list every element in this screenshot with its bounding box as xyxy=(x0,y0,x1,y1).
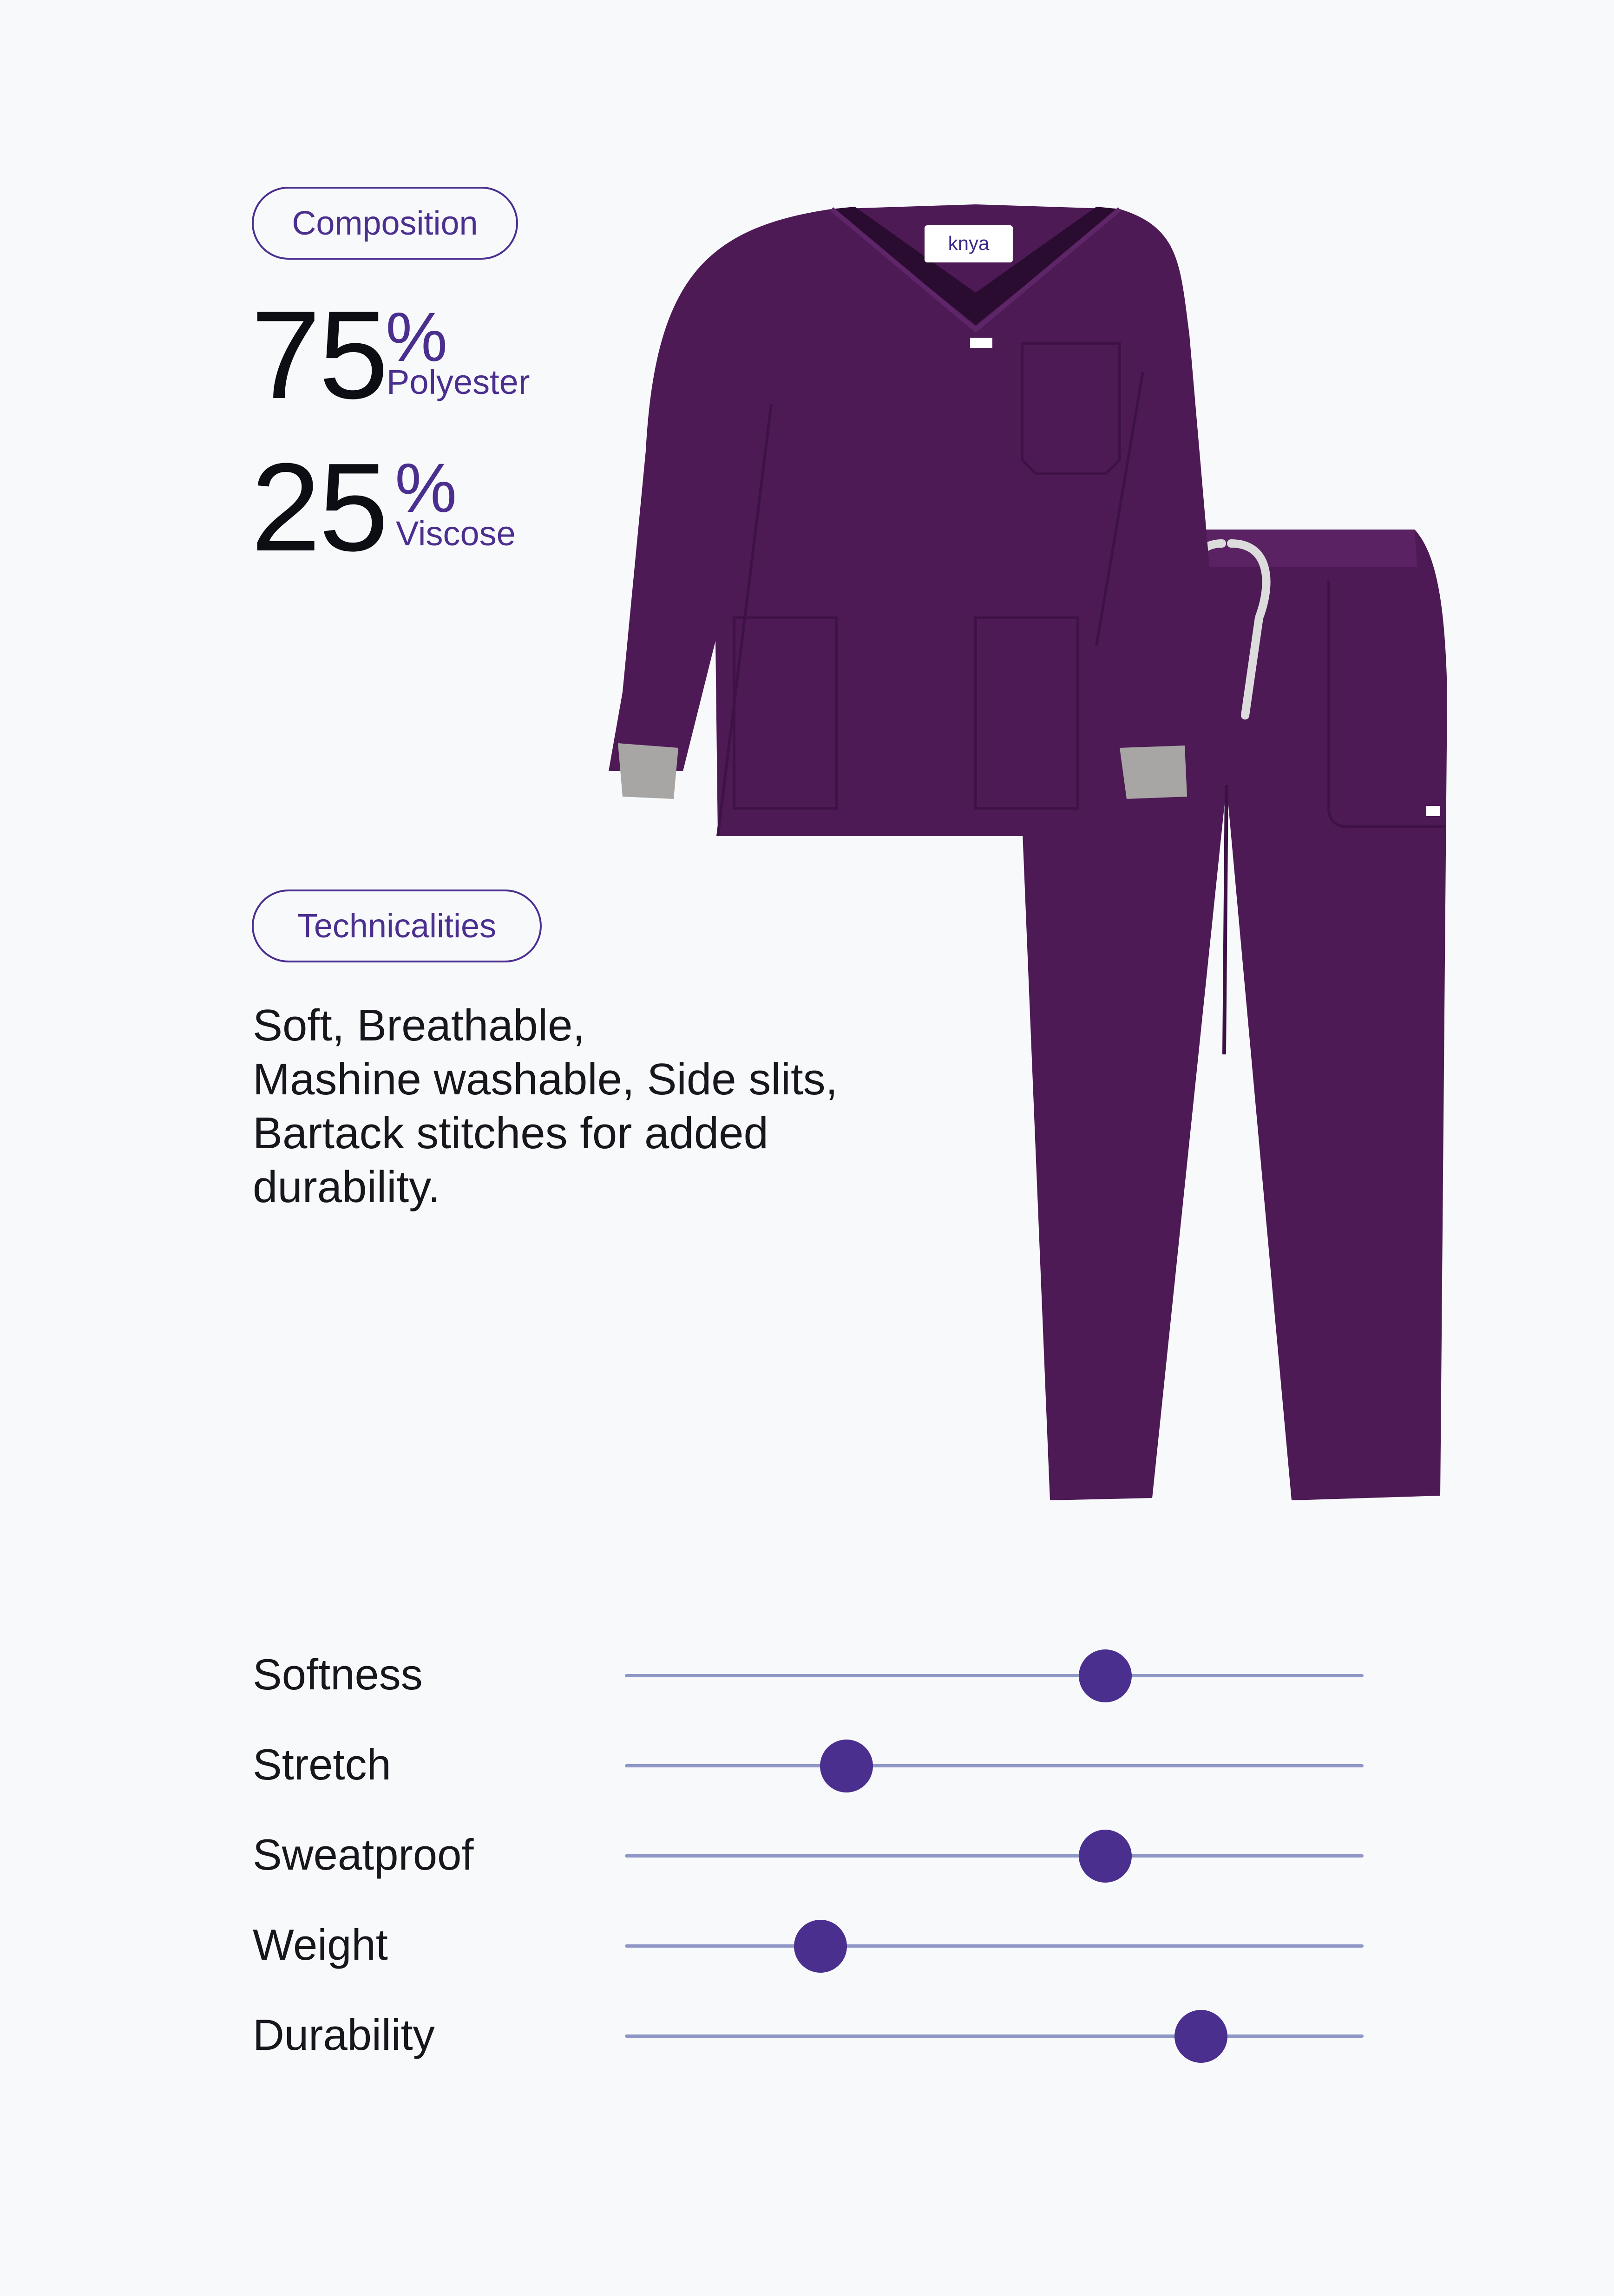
rating-label-stretch: Stretch xyxy=(253,1740,391,1789)
rating-track-stretch xyxy=(625,1764,1364,1767)
rating-track-sweatproof xyxy=(625,1854,1364,1858)
technicalities-tag: Technicalities xyxy=(252,890,542,962)
rating-track-weight xyxy=(625,1944,1364,1948)
viscose-percent-symbol: % xyxy=(395,449,457,527)
viscose-label: Viscose xyxy=(396,514,516,553)
polyester-label: Polyester xyxy=(387,363,530,401)
scrub-set-image xyxy=(604,172,1468,1519)
rating-knob-sweatproof[interactable] xyxy=(1079,1830,1132,1883)
tech-line: Bartack stitches for added xyxy=(253,1108,768,1158)
rating-label-sweatproof: Sweatproof xyxy=(253,1830,474,1879)
rating-knob-weight[interactable] xyxy=(794,1920,847,1973)
rating-track-softness xyxy=(625,1674,1364,1677)
viscose-percent-value: 25 xyxy=(251,438,387,577)
rating-label-softness: Softness xyxy=(253,1650,423,1699)
polyester-percent-value: 75 xyxy=(251,285,387,425)
composition-tag: Composition xyxy=(252,187,518,260)
rating-track-durability xyxy=(625,2034,1364,2038)
brand-label: knya xyxy=(948,232,990,254)
rating-label-weight: Weight xyxy=(253,1920,388,1969)
rating-knob-durability[interactable] xyxy=(1174,2010,1227,2063)
tech-line: Mashine washable, Side slits, xyxy=(253,1054,838,1104)
tech-line: durability. xyxy=(253,1162,440,1212)
polyester-percent-symbol: % xyxy=(386,298,448,376)
rating-knob-softness[interactable] xyxy=(1079,1649,1132,1702)
scrub-top xyxy=(609,204,1222,836)
tech-line: Soft, Breathable, xyxy=(253,1001,585,1050)
rating-label-durability: Durability xyxy=(253,2010,435,2059)
rating-knob-stretch[interactable] xyxy=(820,1740,873,1792)
